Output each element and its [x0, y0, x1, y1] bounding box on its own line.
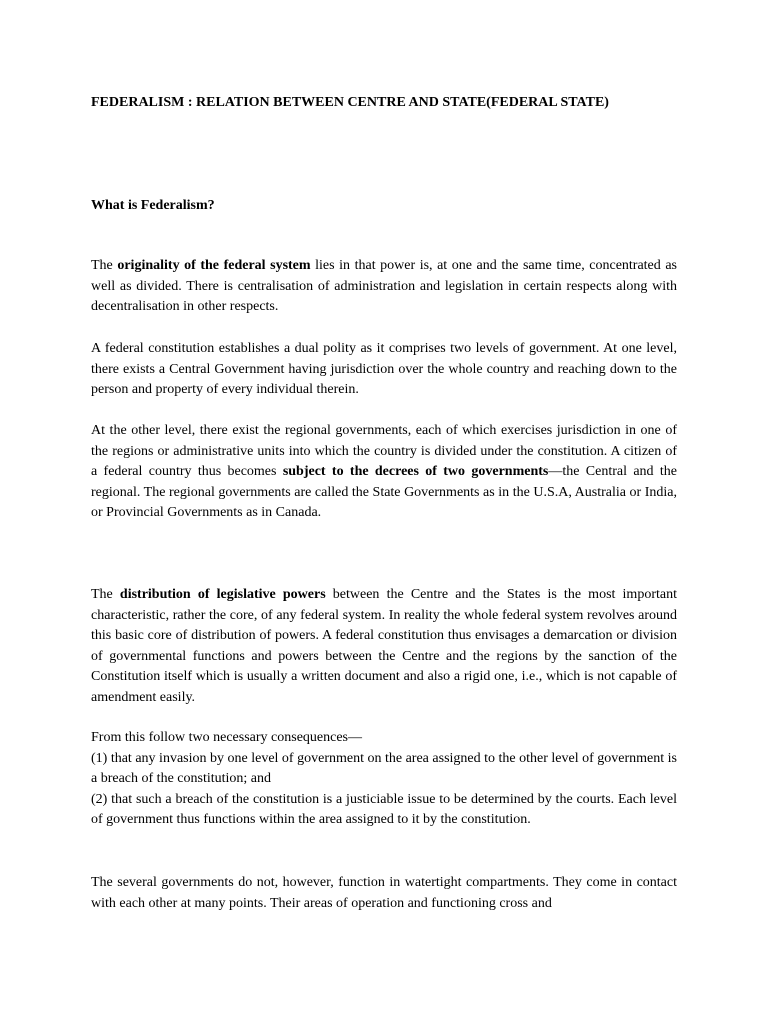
bold-phrase: subject to the decrees of two governments — [282, 464, 549, 480]
paragraph-text: —the Central and the regional. The regional governments are called the State Governments as in the U.S.A, Australia or India, or Provincial Governments as in Canada. — [91, 464, 677, 521]
section-heading: What is Federalism? — [91, 198, 215, 213]
document-title: FEDERALISM : RELATION BETWEEN CENTRE AND STATE(FEDERAL STATE) — [91, 95, 609, 110]
paragraph-originality — [91, 256, 677, 318]
paragraph-distribution-of-powers — [91, 585, 677, 709]
consequence-two: (2) that such a breach of the constitution is a justiciable issue to be determined by the courts. Each level of government thus functions within the area assigned to it by the constitution. — [91, 791, 677, 828]
bold-phrase: originality of the federal system — [117, 258, 311, 273]
paragraph-dual-polity: A federal constitution establishes a dual polity as it comprises two levels of government. At one level, there exists a Central Government having jurisdiction over the whole country and reaching down to the person and property of every individual therein. — [91, 341, 677, 398]
bold-phrase: distribution of legislative powers — [119, 587, 326, 602]
paragraph-regional-governments — [91, 421, 677, 524]
paragraph-consequences — [91, 728, 677, 831]
paragraph-text: The — [91, 587, 120, 602]
paragraph-text: between the Centre and the States is the most important characteristic, rather the core, of any federal system. In reality the whole federal system revolves around this basic core of distribution of powers. A federal constitution thus envisages a demarcation or division of governmental functions and powers between the Centre and the regions by the sanction of the Constitution itself which is usually a written document and also a rigid one, i.e., which is not capable of amendment easily. — [91, 587, 677, 705]
paragraph-watertight-compartments: The several governments do not, however, function in watertight compartments. They come in contact with each other at many points. Their areas of operation and functioning cross and — [91, 875, 677, 911]
paragraph-text: lies in that power is, at one and the same time, concentrated as well as divided. There is centralisation of administration and legislation in certain respects along with decentralisation in other respects. — [91, 258, 678, 315]
paragraph-text: At the other level, there exist the regional governments, each of which exercises jurisdiction in one of the regions or administrative units into which the country is divided under the constitution. A citizen of a federal country thus becomes — [91, 423, 677, 480]
consequences-intro: From this follow two necessary consequences— — [91, 730, 362, 745]
paragraph-text: The — [91, 258, 118, 273]
consequence-one: (1) that any invasion by one level of government on the area assigned to the other level of government is a breach of the constitution; and — [91, 750, 677, 787]
